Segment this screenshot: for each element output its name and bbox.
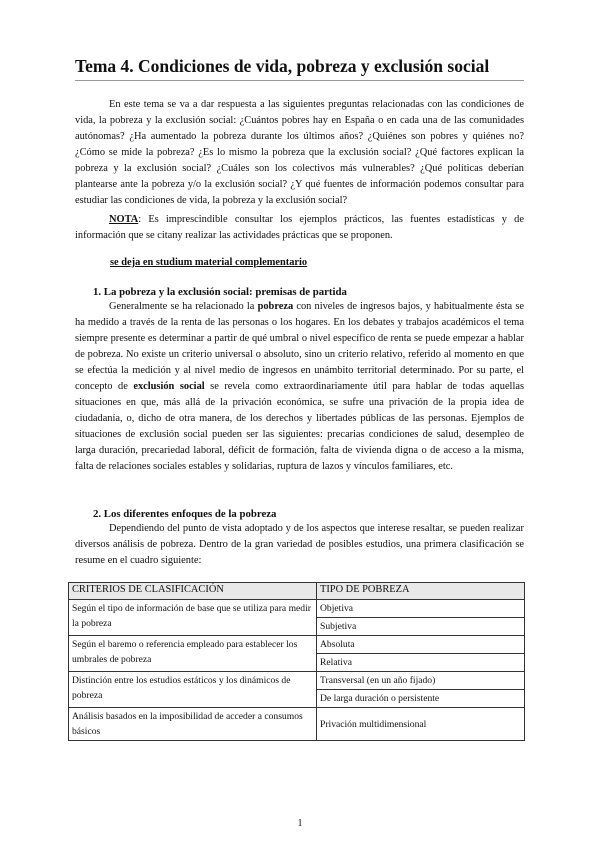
section-1-text-c: se revela como extraordinariamente útil para hablar de todas aquellas situaciones en que, más allá de la privación económica, se sufre una privación de la propia idea de ciudadanía, o, dicho de otra manera, de los derechos y libertades públicas de las personas. Ejemplos de situaciones de exclusión social pueden ser las siguientes: precarias condiciones de salud, desempleo de larga duración, precariedad laboral, déficit de formación, falta de vivienda digna o de acceso a la misma, falta de relaciones sociales estables y solidarias, ruptura de lazos y vínculos familiares, etc. [75,381,524,472]
table-cell-type: Transversal (en un año fijado) [317,672,525,690]
page-title: Tema 4. Condiciones de vida, pobreza y exclusión social [75,56,490,76]
note-text: : Es imprescindible consultar los ejemplos prácticos, las fuentes estadísticas y de información que se citany realizar las actividades prácticas que se proponen. [75,214,524,241]
table-row [69,672,525,690]
term-pobreza: pobreza [257,301,294,312]
table-cell-type: Objetiva [317,600,525,618]
table-cell-type: Privación multidimensional [317,708,525,741]
table-cell-type: Subjetiva [317,618,525,636]
table-row [69,708,525,741]
section-1-paragraph [75,299,524,475]
table-row [69,636,525,654]
section-2-paragraph: Dependiendo del punto de vista adoptado y de los aspectos que interese resaltar, se pueden realizar diversos análisis de pobreza. Dentro de la gran variedad de posibles estudios, una primera clasificación se resume en el cuadro siguiente: [75,523,524,566]
table-header-row [69,583,525,600]
note-label: NOTA [109,214,139,225]
table-cell-type: Relativa [317,654,525,672]
table-header-criteria: CRITERIOS DE CLASIFICACIÓN [69,583,317,600]
table-cell-criterion: Según el tipo de información de base que se utiliza para medir la pobreza [69,600,317,636]
section-1-heading: 1. La pobreza y la exclusión social: premisas de partida [93,286,347,298]
intro-paragraph: En este tema se va a dar respuesta a las siguientes preguntas relacionadas con las condiciones de vida, la pobreza y la exclusión social: ¿Cuántos pobres hay en España o en cada una de las comunidades autónomas? ¿Ha aumentado la pobreza durante los últimos años? ¿Quiénes son pobres y quiénes no? ¿Cómo se mide la pobreza? ¿Es lo mismo la pobreza que la exclusión social? ¿Qué factores explican la pobreza y la exclusión social? ¿Cuáles son los colectivos más vulnerables? ¿Qué políticas deberían plantearse ante la pobreza y/o la exclusión social? ¿Y qué fuentes de información podemos consultar para estudiar las condiciones de vida, la pobreza y la exclusión social? [75,99,524,206]
table-cell-criterion: Análisis basados en la imposibilidad de acceder a consumos básicos [69,708,317,741]
section-1-text-b: con niveles de ingresos bajos, y habitualmente ésta se ha medido a través de la renta de las personas o los hogares. En los debates y trabajos académicos el tema siempre presente es determinar a partir de qué umbral o nivel específico de renta se puede empezar a hablar de pobreza. No existe un criterio universal o absoluto, sino un criterio relativo, referido al momento en que se efectúa la medición y al nivel medio de ingresos en unámbito territorial determinado. Por su parte, el concepto de [75,301,524,392]
table-cell-type: Absoluta [317,636,525,654]
term-exclusion-social: exclusión social [133,381,205,392]
table-cell-type: De larga duración o persistente [317,690,525,708]
classification-table [68,582,525,741]
supplementary-note: se deja en studium material complementario [110,257,308,268]
note-paragraph [75,212,524,244]
title-divider [75,80,524,81]
section-2-heading: 2. Los diferentes enfoques de la pobreza [93,508,277,520]
table-cell-criterion: Según el baremo o referencia empleado para establecer los umbrales de pobreza [69,636,317,672]
table-header-type: TIPO DE POBREZA [317,583,525,600]
page-number: 1 [297,818,303,829]
table-cell-criterion: Distinción entre los estudios estáticos y los dinámicos de pobreza [69,672,317,708]
table-row [69,600,525,618]
section-1-text-a: Generalmente se ha relacionado la [109,301,258,312]
